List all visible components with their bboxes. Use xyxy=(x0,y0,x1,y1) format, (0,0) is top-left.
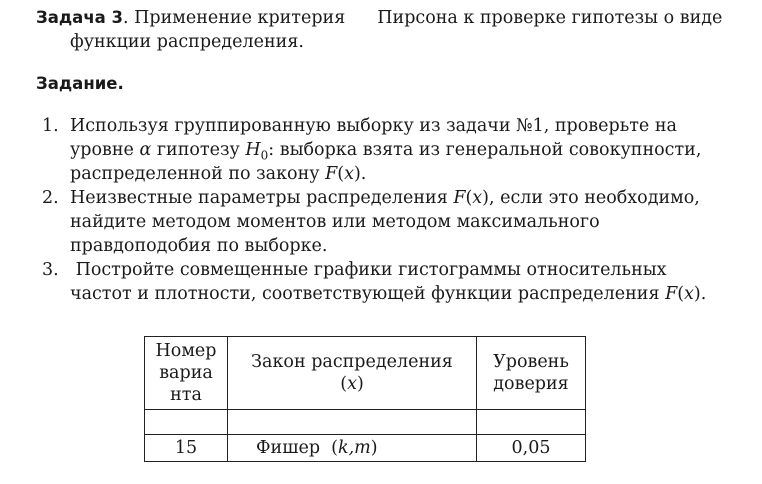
item-text: частот и плотности, соответствующей функции распределения xyxy=(70,284,666,304)
variable-symbol: x xyxy=(347,374,357,394)
header-text: доверия xyxy=(493,374,569,394)
list-item xyxy=(36,258,756,306)
paren: ( xyxy=(677,284,685,304)
variant-table xyxy=(144,336,586,462)
task-header xyxy=(36,6,756,54)
cell-variant: 15 xyxy=(145,435,228,462)
item-text: ). xyxy=(693,284,707,304)
cell-confidence: 0,05 xyxy=(477,435,586,462)
task-title-part-2: Пирсона к проверке гипотезы о виде xyxy=(377,8,723,28)
item-number: 2. xyxy=(42,188,59,208)
item-line xyxy=(70,186,756,210)
task-title-line-2: функции распределения. xyxy=(70,32,304,52)
item-number: 3. xyxy=(42,260,59,280)
item-line xyxy=(70,282,756,306)
item-text: ), если это необходимо, xyxy=(482,188,700,208)
assignment-label: Задание. xyxy=(36,74,124,93)
header-text: вариа xyxy=(159,363,213,383)
item-text: гипотезу xyxy=(151,140,246,160)
item-text: Неизвестные параметры распределения xyxy=(70,188,454,208)
function-symbol: F xyxy=(665,284,678,304)
paren: ) xyxy=(356,374,364,394)
item-line xyxy=(70,162,756,186)
item-text: Используя группированную выборку из задачи №1, проверьте на xyxy=(70,116,677,136)
header-law-arg xyxy=(228,373,476,395)
task-title-part-1: . Применение критерия xyxy=(123,8,346,28)
item-text: Постройте совмещенные графики гистограммы относительных xyxy=(70,260,667,280)
hypothesis-symbol: H xyxy=(245,140,261,160)
function-symbol: F xyxy=(453,188,466,208)
variable-symbol: x xyxy=(472,188,483,208)
item-line xyxy=(70,210,756,234)
assignment-list xyxy=(36,114,756,306)
item-text: : выборка взята из генеральной совокупности, xyxy=(268,140,702,160)
item-text: правдоподобия по выборке. xyxy=(70,236,328,256)
item-line xyxy=(70,114,756,138)
function-symbol: F xyxy=(325,164,338,184)
table-row xyxy=(145,435,586,462)
law-name: Фишер xyxy=(256,438,321,458)
item-text: найдите методом моментов или методом максимального xyxy=(70,212,600,232)
table-cell xyxy=(145,410,228,435)
list-item xyxy=(36,186,756,258)
item-line xyxy=(70,138,756,162)
paren: ( xyxy=(337,164,345,184)
variable-symbol: x xyxy=(684,284,694,304)
header-law xyxy=(228,337,477,410)
law-params: k,m xyxy=(337,438,371,458)
item-text: уровне xyxy=(70,140,140,160)
task-title-line-1 xyxy=(36,6,756,30)
header-variant xyxy=(145,337,228,410)
table-row-empty xyxy=(145,410,586,435)
header-text: Закон распределения xyxy=(251,352,453,372)
header-text: Уровень xyxy=(493,352,569,372)
cell-law: Фишер (k,m) xyxy=(228,435,477,462)
variable-symbol: x xyxy=(344,164,354,184)
task-label: Задача 3 xyxy=(36,8,124,27)
paren: ( xyxy=(465,188,473,208)
header-confidence xyxy=(477,337,586,410)
header-text: нта xyxy=(170,385,202,405)
table-cell xyxy=(228,410,477,435)
table-cell xyxy=(477,410,586,435)
alpha-symbol: α xyxy=(139,140,152,160)
header-text: Номер xyxy=(155,341,217,361)
table-header-row xyxy=(145,337,586,410)
list-item xyxy=(36,114,756,186)
hypothesis-subscript: 0 xyxy=(260,148,269,163)
item-text: распределенной по закону xyxy=(70,164,326,184)
item-number: 1. xyxy=(42,116,59,136)
item-line xyxy=(70,258,756,282)
item-text: ). xyxy=(353,164,367,184)
paren: ( xyxy=(340,374,348,394)
item-line xyxy=(70,234,756,258)
